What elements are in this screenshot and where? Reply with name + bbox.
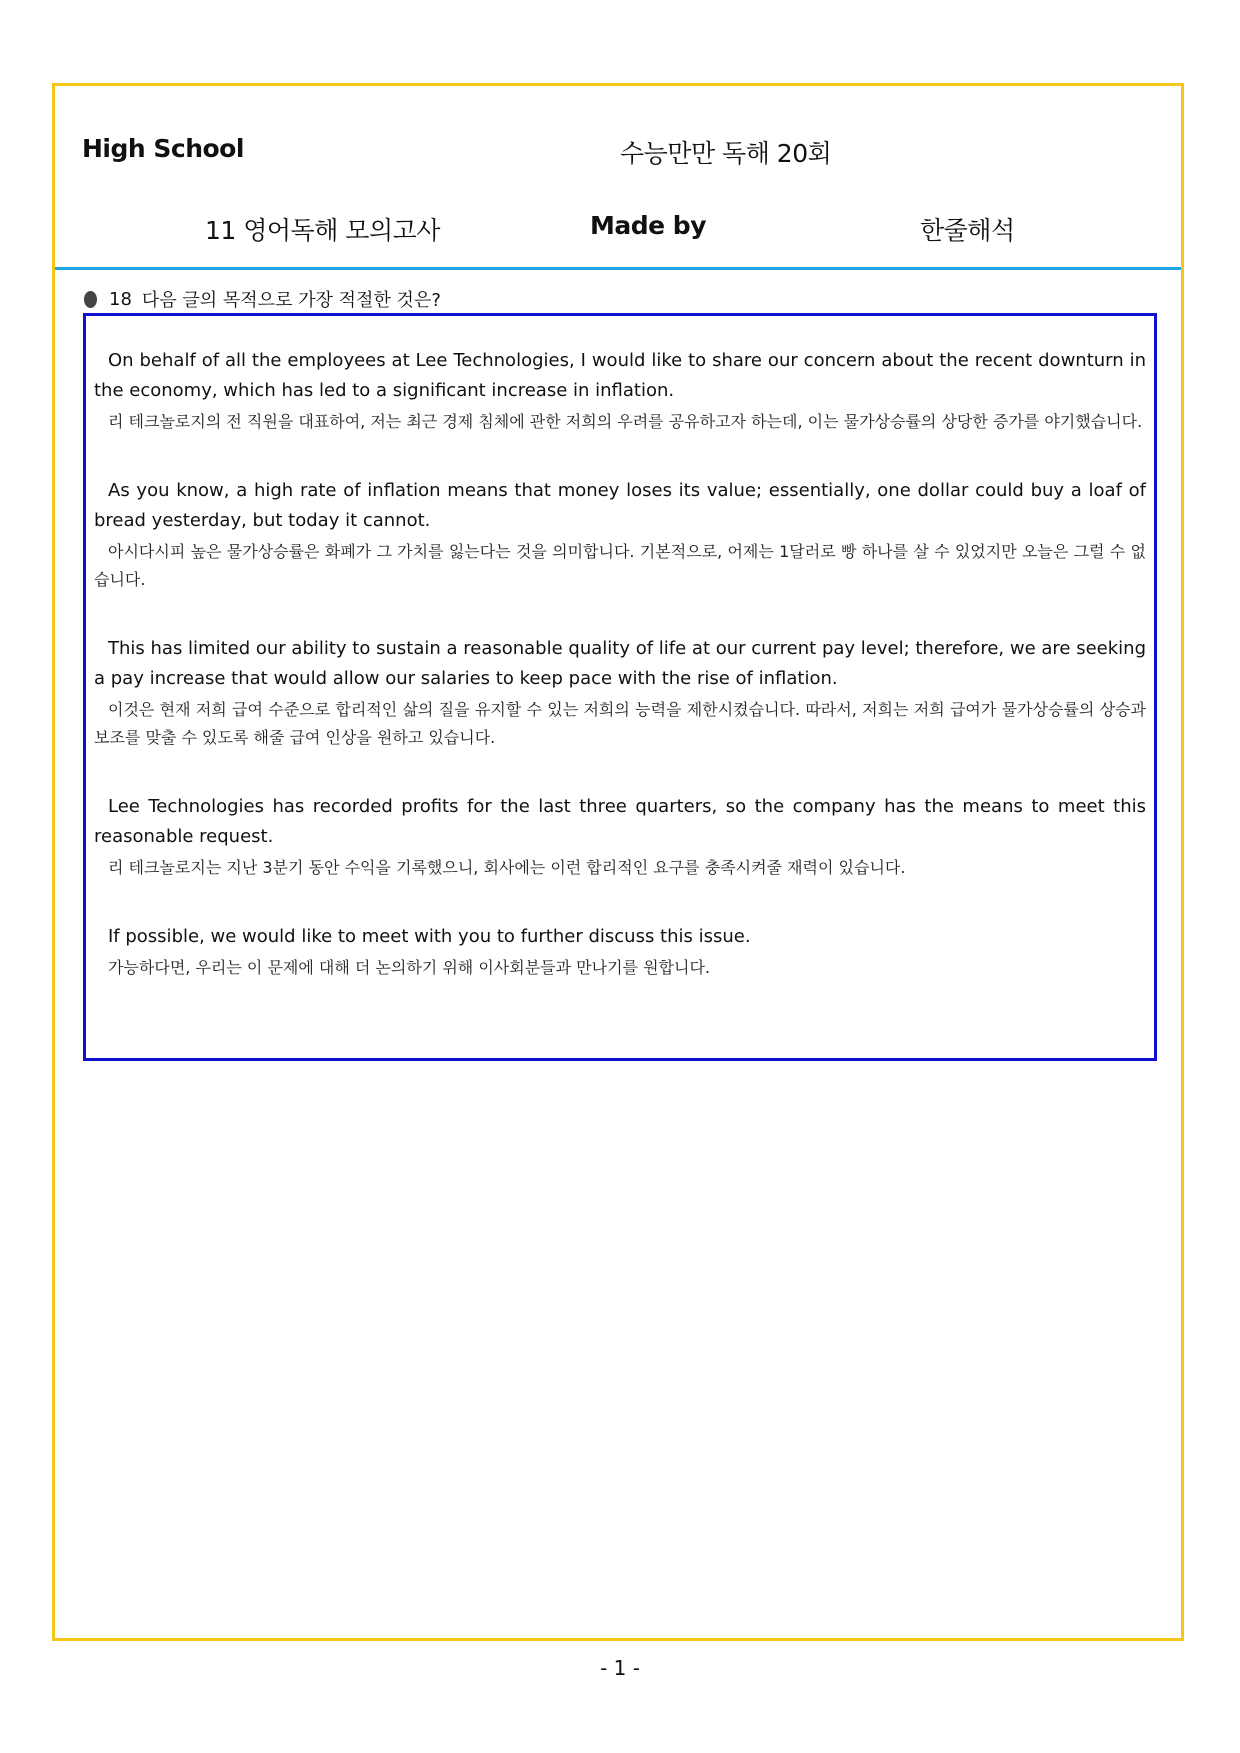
passage-paragraph-2 [94,476,1146,594]
header-divider [55,267,1181,270]
question-prompt: 다음 글의 목적으로 가장 적절한 것은? [141,290,441,311]
author-label: 한줄해석 [920,216,1015,245]
bullet-icon [84,291,97,308]
passage-box [83,313,1157,1061]
korean-translation: 아시다시피 높은 물가상승률은 화폐가 그 가치를 잃는다는 것을 의미합니다. 기본적으로, 어제는 1달러로 빵 하나를 살 수 있었지만 오늘은 그럴 수 없습니다. [94,542,1146,589]
passage-paragraph-4 [94,792,1146,882]
exam-title: 11 영어독해 모의고사 [205,216,440,245]
school-label: High School [82,134,244,163]
korean-translation: 이것은 현재 저희 급여 수준으로 합리적인 삶의 질을 유지할 수 있는 저희의 능력을 제한시켰습니다. 따라서, 저희는 저희 급여가 물가상승률의 상승과 보조를 맞출 수 있도록 해줄 급여 인상을 원하고 있습니다. [94,700,1146,747]
passage-paragraph-5 [94,922,1146,982]
passage-paragraph-3 [94,634,1146,752]
english-sentence: Lee Technologies has recorded profits for the last three quarters, so the company has the means to meet this reasonable request. [94,796,1146,847]
english-sentence: If possible, we would like to meet with you to further discuss this issue. [108,926,751,947]
korean-translation: 리 테크놀로지의 전 직원을 대표하여, 저는 최근 경제 침체에 관한 저희의 우려를 공유하고자 하는데, 이는 물가상승률의 상당한 증가를 야기했습니다. [108,412,1143,431]
english-sentence: As you know, a high rate of inflation means that money loses its value; essentially, one dollar could buy a loaf of bread yesterday, but today it cannot. [94,480,1146,531]
english-sentence: This has limited our ability to sustain a reasonable quality of life at our current pay level; therefore, we are seeking a pay increase that would allow our salaries to keep pace with the rise of inflation. [94,638,1146,689]
english-sentence: On behalf of all the employees at Lee Technologies, I would like to share our concern about the recent downturn in the economy, which has led to a significant increase in inflation. [94,350,1146,401]
question-number: 18 [109,288,132,310]
korean-translation: 리 테크놀로지는 지난 3분기 동안 수익을 기록했으니, 회사에는 이런 합리적인 요구를 충족시켜줄 재력이 있습니다. [108,858,906,877]
made-by-label: Made by [590,211,706,240]
page-number: - 1 - [600,1656,640,1680]
page-frame [52,83,1184,1641]
passage-paragraph-1 [94,346,1146,436]
series-title: 수능만만 독해 20회 [620,139,832,168]
korean-translation: 가능하다면, 우리는 이 문제에 대해 더 논의하기 위해 이사회분들과 만나기를 원합니다. [108,958,710,977]
question-heading [84,286,441,312]
